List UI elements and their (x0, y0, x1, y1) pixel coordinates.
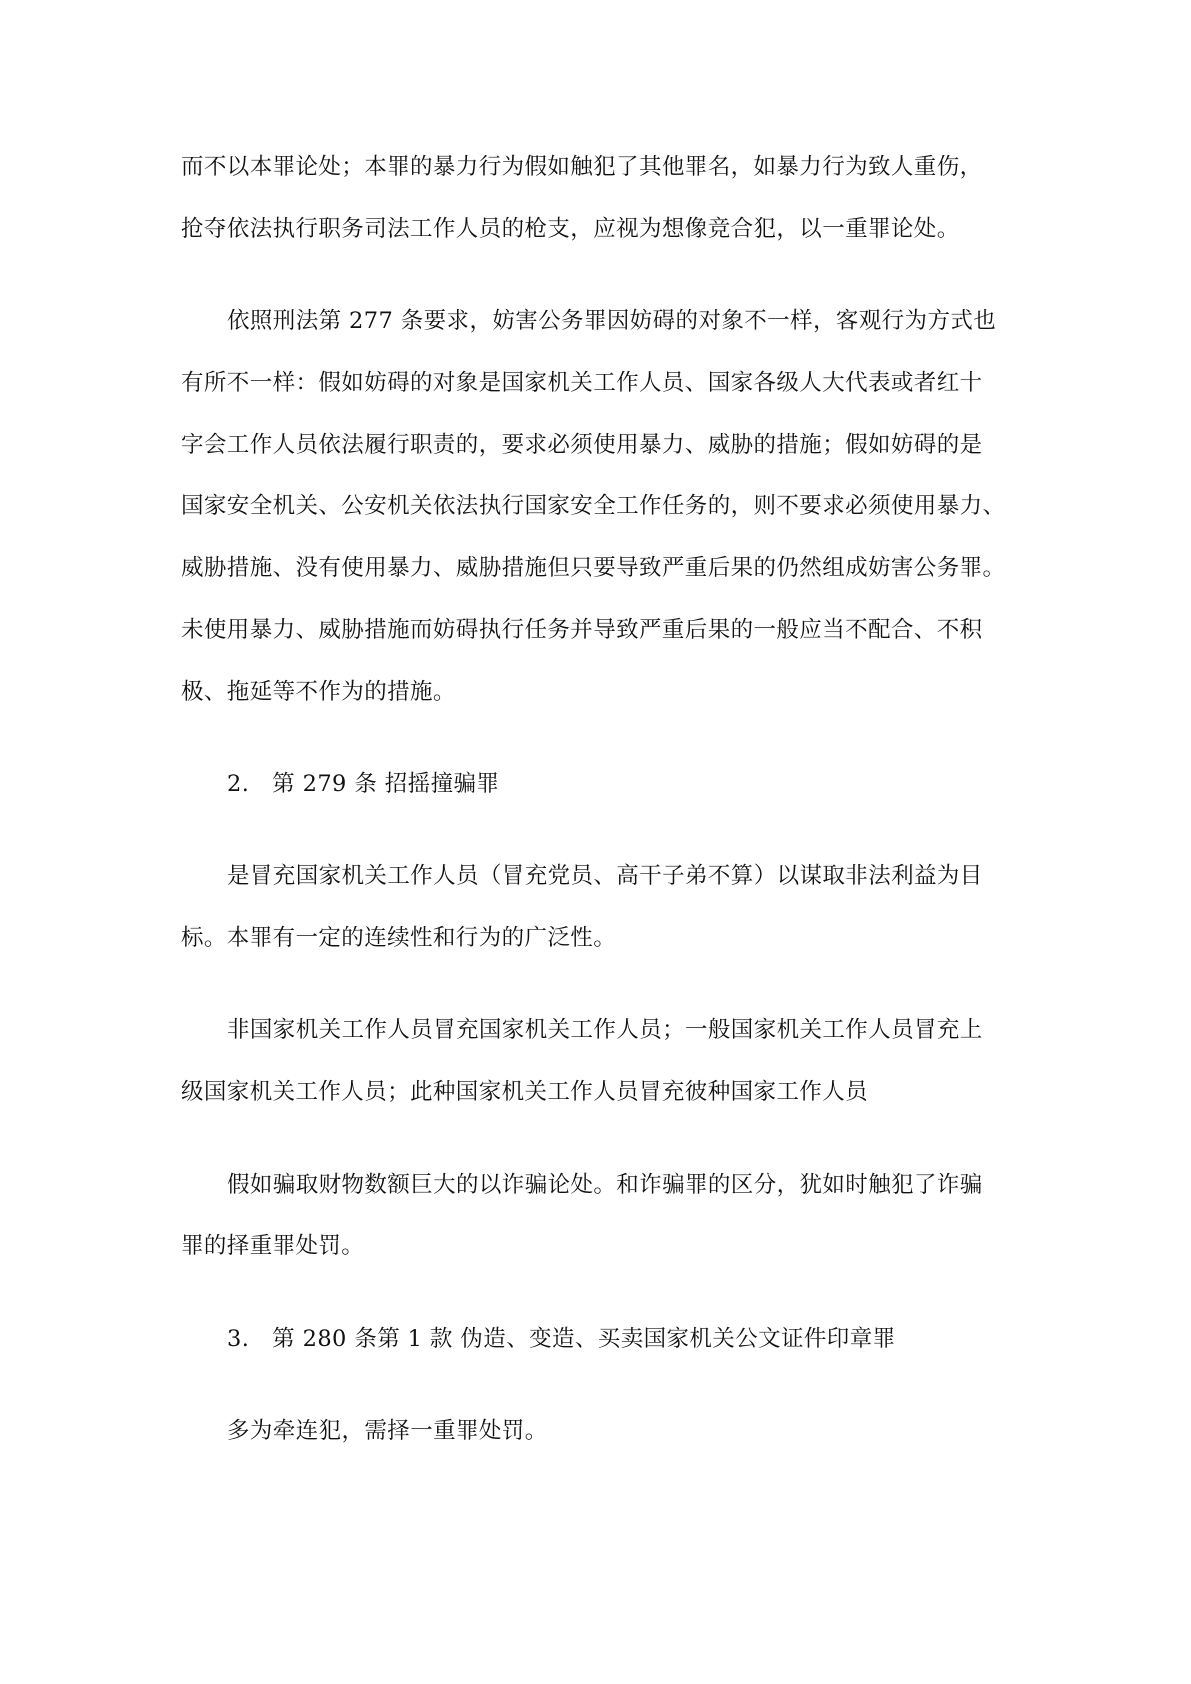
text-line: 未使用暴力、威胁措施而妨碍执行任务并导致严重后果的一般应当不配合、不积 (181, 617, 983, 643)
section-heading: 2. 第 279 条 招摇撞骗罪 (227, 771, 500, 797)
text-line: 多为牵连犯，需择一重罪处罚。 (227, 1418, 548, 1444)
text-line: 字会工作人员依法履行职责的，要求必须使用暴力、威胁的措施；假如妨碍的是 (181, 432, 983, 458)
text-line: 威胁措施、没有使用暴力、威胁措施但只要导致严重后果的仍然组成妨害公务罪。 (181, 555, 1006, 581)
text-line: 依照刑法第 277 条要求，妨害公务罪因妨碍的对象不一样，客观行为方式也 (227, 308, 997, 334)
text-line: 极、拖延等不作为的措施。 (181, 679, 456, 705)
text-line: 级国家机关工作人员；此种国家机关工作人员冒充彼种国家工作人员 (181, 1079, 869, 1105)
text-line: 国家安全机关、公安机关依法执行国家安全工作任务的，则不要求必须使用暴力、 (181, 493, 1006, 519)
text-line: 非国家机关工作人员冒充国家机关工作人员；一般国家机关工作人员冒充上 (227, 1017, 983, 1043)
text-line: 是冒充国家机关工作人员（冒充党员、高干子弟不算）以谋取非法利益为目 (227, 863, 983, 889)
section-heading: 3. 第 280 条第 1 款 伪造、变造、买卖国家机关公文证件印章罪 (227, 1326, 896, 1352)
text-line: 假如骗取财物数额巨大的以诈骗论处。和诈骗罪的区分，犹如时触犯了诈骗 (227, 1172, 983, 1198)
text-line: 有所不一样：假如妨碍的对象是国家机关工作人员、国家各级人大代表或者红十 (181, 370, 983, 396)
text-line: 标。本罪有一定的连续性和行为的广泛性。 (181, 925, 617, 951)
text-line: 罪的择重罪处罚。 (181, 1233, 365, 1259)
text-line: 抢夺依法执行职务司法工作人员的枪支，应视为想像竞合犯，以一重罪论处。 (181, 216, 960, 242)
text-line: 而不以本罪论处；本罪的暴力行为假如触犯了其他罪名，如暴力行为致人重伤， (181, 154, 983, 180)
